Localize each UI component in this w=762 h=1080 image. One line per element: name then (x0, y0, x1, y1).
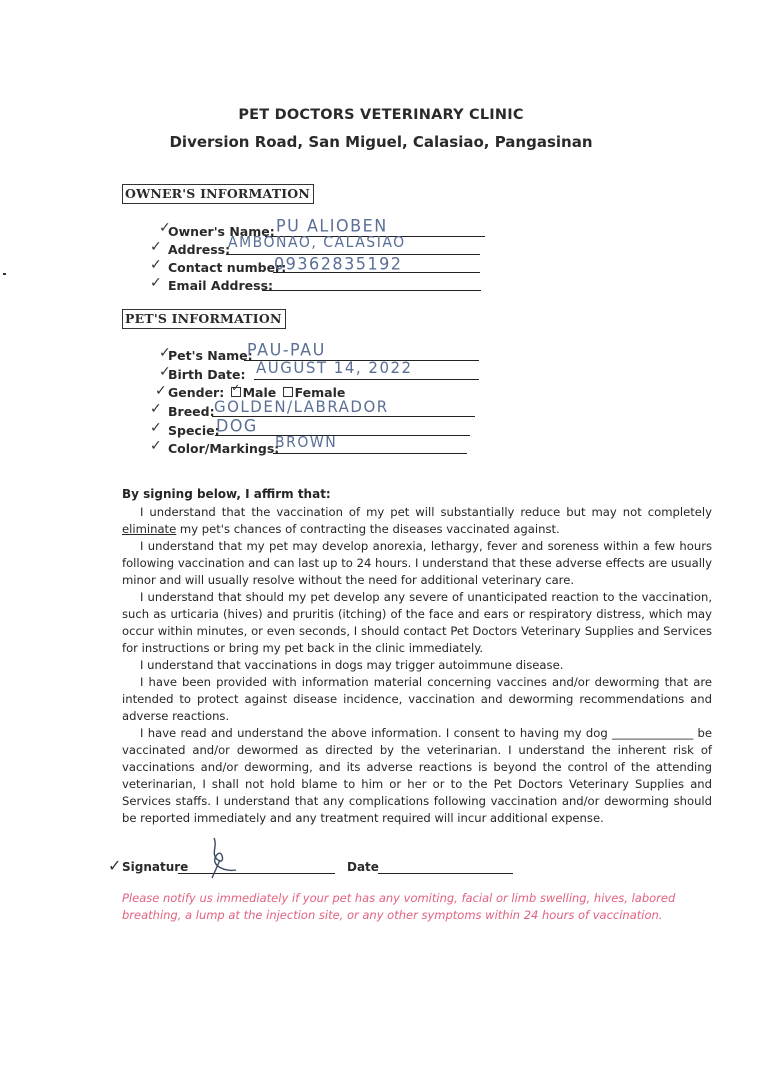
address-value[interactable]: AMBONAO, CALASIAO (228, 234, 406, 252)
email-label: Email Address: (168, 278, 274, 293)
gender-female-checkbox[interactable] (283, 387, 293, 397)
consent-lead: By signing below, I affirm that: (122, 487, 331, 501)
color-line (273, 453, 467, 454)
clinic-address: Diversion Road, San Miguel, Calasiao, Pangasinan (169, 133, 593, 151)
check-mark-icon: ✓ (159, 220, 171, 236)
owner-name-label: Owner's Name: (168, 224, 275, 239)
consent-paragraph-4: I understand that vaccinations in dogs may trigger autoimmune disease. (140, 658, 564, 672)
breed-value[interactable]: GOLDEN/LABRADOR (214, 397, 389, 417)
consent-paragraph-2: I understand that my pet may develop anorexia, lethargy, fever and soreness within a few hours following vaccination and can last up to 24 hours. I understand that these adverse effects are usually minor and will usually resolve without the need for additional veterinary care. (122, 539, 712, 587)
birth-date-value[interactable]: AUGUST 14, 2022 (256, 358, 413, 378)
check-mark-icon: ✓ (150, 438, 162, 454)
checkmark-icon: ✓ (231, 383, 240, 394)
gender-male-label: Male (242, 385, 277, 400)
email-line (262, 290, 481, 291)
check-mark-icon: ✓ (150, 275, 162, 291)
specie-value[interactable]: DOG (216, 415, 258, 436)
address-label: Address: (168, 242, 231, 257)
contact-value[interactable]: 09362835192 (274, 253, 403, 274)
specie-label: Specie: (168, 423, 220, 438)
date-line[interactable] (378, 873, 513, 874)
check-mark-icon: ✓ (150, 401, 162, 417)
pet-section-title: PET'S INFORMATION (122, 309, 286, 329)
gender-female-label: Female (294, 385, 346, 400)
birth-date-line (254, 379, 479, 380)
check-mark-icon: ✓ (150, 257, 162, 273)
breed-label: Breed: (168, 404, 215, 419)
consent-paragraph-3: I understand that should my pet develop any severe of unanticipated reaction to the vaccination, such as urticaria (hives) and pruritis (itching) of the face and ears or respiratory distress, which may occur within minutes, or even seconds, I should contact Pet Doctors Veterinary Supplies and Services for instructions or bring my pet back in the clinic immediately. (122, 590, 712, 655)
signature-scribble-icon (196, 832, 244, 880)
check-mark-icon: ✓ (150, 420, 162, 436)
contact-label: Contact number: (168, 260, 287, 275)
check-mark-icon: ✓ (150, 239, 162, 255)
owner-section-title: OWNER'S INFORMATION (122, 184, 314, 204)
birth-date-label: Birth Date: (168, 367, 246, 382)
color-value[interactable]: BROWN (275, 434, 338, 452)
pet-name-value[interactable]: PAU-PAU (247, 339, 326, 360)
owner-name-value[interactable]: PU ALIOBEN (276, 215, 388, 236)
consent-body (122, 504, 712, 827)
color-label: Color/Markings: (168, 441, 280, 456)
check-mark-icon: ✓ (155, 383, 167, 399)
date-label: Date (347, 860, 379, 874)
consent-paragraph-6: I have read and understand the above information. I consent to having my dog ______________ be vaccinated and/or dewormed as directed by the veterinarian. I understand the inherent risk of vaccinations and/or deworming, and its adverse reactions is beyond the control of the attending veterinarian, I shall not hold blame to him or her or to the Pet Doctors Veterinary Supplies and Services staffs. I understand that any complications following vaccination and/or deworming should be reported immediately and any treatment required will incur additional expense. (122, 726, 712, 825)
scan-mark (3, 273, 6, 275)
consent-paragraph-5: I have been provided with information material concerning vaccines and/or deworming that are intended to protect against disease incidence, vaccination and deworming recommendations and adverse reactions. (122, 675, 712, 723)
gender-label: Gender: (168, 385, 225, 400)
consent-paragraph-1: I understand that the vaccination of my pet will substantially reduce but may not completely eliminate my pet's chances of contracting the diseases vaccinated against. (122, 505, 712, 536)
pet-name-label: Pet's Name: (168, 348, 253, 363)
gender-male-checkbox[interactable] (231, 383, 241, 397)
check-mark-icon: ✓ (159, 345, 171, 361)
clinic-name: PET DOCTORS VETERINARY CLINIC (238, 107, 524, 123)
check-mark-icon: ✓ (108, 856, 122, 875)
signature-label: Signature (122, 860, 189, 874)
vaccination-notice: Please notify us immediately if your pet has any vomiting, facial or limb swelling, hives, labored breathing, a lump at the injection site, or any other symptoms within 24 hours of vaccination. (122, 891, 676, 922)
check-mark-icon: ✓ (159, 364, 171, 380)
